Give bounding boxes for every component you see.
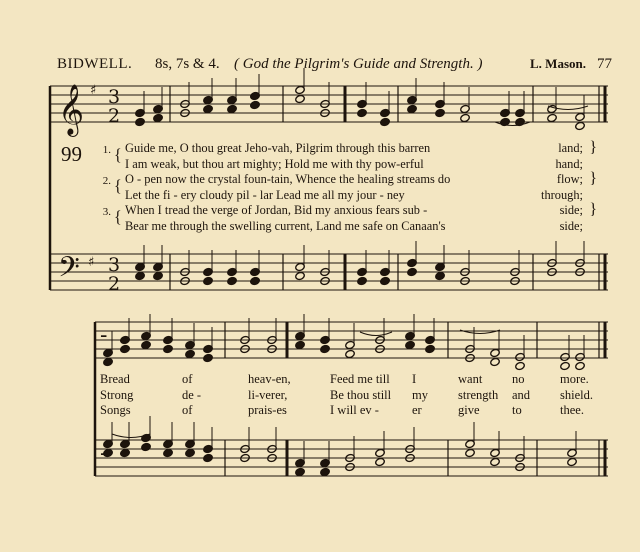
verse-line-end: through; [541, 187, 583, 202]
refrain-word: my [412, 387, 428, 402]
time-signature-bottom: 2 [108, 105, 121, 127]
note-head [407, 104, 418, 113]
note-head [163, 448, 174, 457]
refrain-word: and [512, 387, 531, 402]
verse-line-end: flow; [556, 172, 583, 186]
time-signature-top: 3 [108, 86, 121, 108]
slur [360, 332, 392, 336]
note-head [135, 271, 146, 280]
note-head [405, 340, 416, 349]
note-head [295, 271, 306, 280]
verse-text: Let the fi - ery cloudy pil - lar Lead me all my jour - ney [125, 187, 405, 202]
refrain-lyrics [100, 372, 610, 419]
note-head [163, 344, 174, 353]
note-head [460, 113, 471, 122]
rest: - [100, 441, 108, 466]
note-head [250, 100, 261, 109]
verse-line-end: side; [559, 218, 583, 233]
refrain-word: li-verer, [248, 387, 288, 402]
refrain-word: of [182, 372, 193, 386]
verse-brace: { [114, 208, 122, 227]
note-head [141, 340, 152, 349]
verse-text: I am weak, but thou art mighty; Hold me with thy pow-erful [125, 156, 424, 171]
note-head [185, 448, 196, 457]
key-sharp: ♯ [88, 255, 95, 270]
note-head [357, 276, 368, 285]
verse-line-end: land; [558, 141, 583, 155]
verse-brace: { [114, 146, 122, 165]
note-head [490, 357, 501, 366]
refrain-line [100, 372, 610, 388]
note-head [435, 108, 446, 117]
refrain-word: Feed me till [330, 372, 390, 386]
refrain-word: Songs [100, 403, 131, 417]
note-head [135, 117, 146, 126]
refrain-line [100, 388, 610, 404]
refrain-line [100, 403, 610, 419]
note-head [547, 113, 558, 122]
time-signature-bottom: 2 [108, 273, 121, 295]
verse-text: O - pen now the crystal foun-tain, Whence the healing streams do [125, 172, 451, 186]
note-head [141, 442, 152, 451]
note-head [465, 448, 476, 457]
verse-line-end: side; [559, 203, 583, 217]
refrain-word: want [458, 372, 483, 386]
refrain-word: I [412, 372, 417, 386]
note-head [490, 457, 501, 466]
treble-clef: 𝄞 [58, 84, 85, 135]
refrain-word: de - [182, 387, 202, 402]
verse-text: Guide me, O thou great Jeho-vah, Pilgrim through this barren [125, 141, 431, 155]
refrain-word: more. [560, 372, 589, 386]
note-head [515, 361, 526, 370]
refrain-word: no [512, 372, 525, 386]
note-head [153, 113, 164, 122]
verse-line-end: hand; [555, 156, 583, 171]
note-head [120, 448, 131, 457]
note-head [227, 104, 238, 113]
note-head [103, 357, 114, 366]
note-head [295, 94, 306, 103]
slur [548, 106, 588, 110]
refrain-word: I will ev - [330, 403, 379, 417]
note-head [435, 271, 446, 280]
verse-line [97, 219, 597, 235]
note-head [295, 340, 306, 349]
bass-clef: 𝄢 [58, 251, 80, 291]
page-number: 77 [597, 56, 612, 72]
note-head [345, 349, 356, 358]
note-head [203, 353, 214, 362]
key-sharp: ♯ [90, 83, 97, 98]
refrain-word: thee. [560, 403, 584, 417]
note-head [407, 267, 418, 276]
note-head [380, 117, 391, 126]
note-head [375, 457, 386, 466]
verse-brace: { [114, 177, 122, 196]
tune-name: BIDWELL. [57, 56, 133, 72]
refrain-word: heav-en, [248, 372, 291, 386]
verse-text: Bear me through the swelling current, Land me safe on Canaan's [125, 218, 446, 233]
note-head [380, 276, 391, 285]
note-head [425, 344, 436, 353]
note-head [320, 344, 331, 353]
note-head [250, 276, 261, 285]
note-head [560, 361, 571, 370]
refrain-word: er [412, 403, 422, 417]
hymn-title: ( God the Pilgrim's Guide and Strength. ) [234, 56, 483, 72]
refrain-word: Be thou still [330, 387, 392, 402]
note-head [203, 104, 214, 113]
note-head [203, 276, 214, 285]
refrain-word: give [458, 403, 480, 417]
note-head [575, 361, 586, 370]
note-head [567, 457, 578, 466]
note-head [295, 467, 306, 476]
note-head [203, 453, 214, 462]
note-head [575, 121, 586, 130]
refrain-word: Strong [100, 387, 134, 402]
note-head [227, 276, 238, 285]
refrain-word: strength [458, 387, 499, 402]
refrain-word: shield. [560, 387, 593, 402]
rest: - [100, 323, 108, 348]
note-head [153, 271, 164, 280]
note-head [185, 349, 196, 358]
verse-number: 2. [102, 175, 111, 187]
verse-brace-right: } [589, 170, 597, 187]
composer: L. Mason. [530, 56, 586, 71]
verse-number: 3. [102, 206, 111, 218]
refrain-word: prais-es [248, 403, 287, 417]
verses [97, 141, 597, 234]
refrain-word: Bread [100, 372, 130, 386]
verse-brace-right: } [589, 139, 597, 156]
note-head [320, 467, 331, 476]
hymn-number: 99 [61, 142, 82, 166]
verse-text: When I tread the verge of Jordan, Bid my anxious fears sub - [125, 203, 428, 217]
time-signature-top: 3 [108, 254, 121, 276]
verse-brace-right: } [589, 201, 597, 218]
verse-number: 1. [102, 144, 111, 156]
refrain-word: of [182, 403, 193, 417]
verse-line [97, 157, 597, 173]
meter: 8s, 7s & 4. [155, 56, 220, 72]
refrain-word: to [512, 403, 522, 417]
note-head [120, 344, 131, 353]
verse-line [97, 188, 597, 204]
note-head [357, 108, 368, 117]
